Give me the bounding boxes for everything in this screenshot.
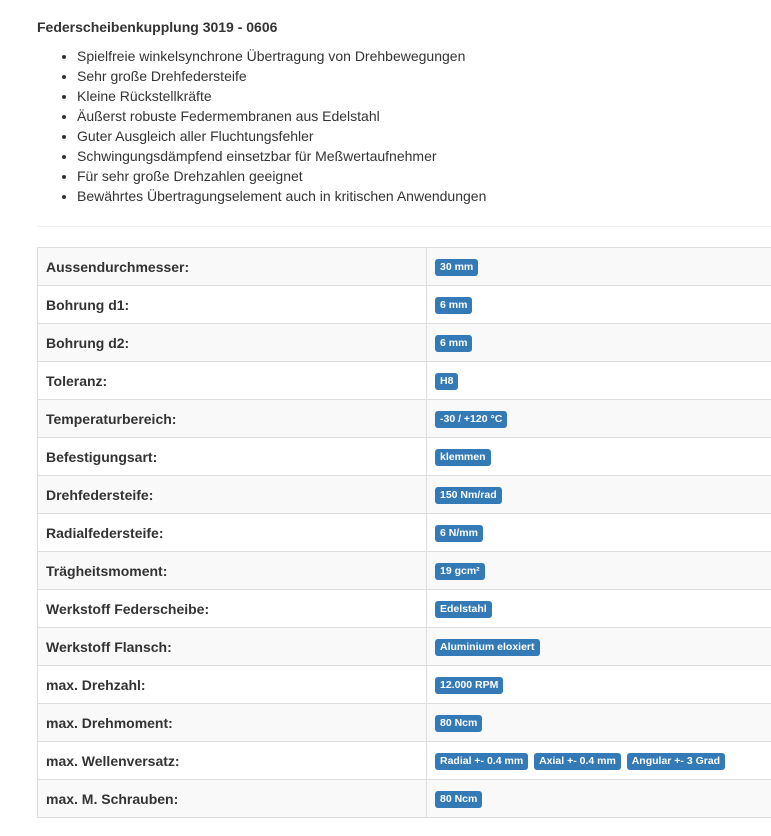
value-badge: -30 / +120 °C (435, 411, 507, 428)
spec-value (427, 628, 771, 666)
spec-key: Befestigungsart: (38, 438, 427, 476)
spec-row (38, 476, 771, 514)
divider (37, 226, 771, 227)
value-badge: Aluminium eloxiert (435, 639, 540, 656)
feature-item: • Kleine Rückstellkräfte (77, 86, 771, 106)
feature-item: • Äußerst robuste Federmembranen aus Edelstahl (77, 106, 771, 126)
value-badge: 30 mm (435, 259, 478, 276)
spec-row (38, 552, 771, 590)
spec-row (38, 324, 771, 362)
value-badge: 80 Ncm (435, 791, 482, 808)
spec-key: Radialfedersteife: (38, 514, 427, 552)
spec-value (427, 476, 771, 514)
value-badge: 6 mm (435, 335, 472, 352)
spec-row (38, 590, 771, 628)
spec-row (38, 286, 771, 324)
value-badge: Angular +- 3 Grad (627, 753, 725, 770)
spec-key: Werkstoff Federscheibe: (38, 590, 427, 628)
value-badge: 19 gcm² (435, 563, 485, 580)
spec-row (38, 704, 771, 742)
spec-row (38, 362, 771, 400)
value-badge: 150 Nm/rad (435, 487, 502, 504)
spec-key: Bohrung d2: (38, 324, 427, 362)
spec-row (38, 514, 771, 552)
spec-table (37, 247, 771, 818)
spec-value (427, 438, 771, 476)
spec-key: max. M. Schrauben: (38, 780, 427, 818)
spec-value (427, 286, 771, 324)
spec-key: Bohrung d1: (38, 286, 427, 324)
spec-key: max. Drehmoment: (38, 704, 427, 742)
spec-row (38, 438, 771, 476)
value-badge: 12.000 RPM (435, 677, 503, 694)
spec-value (427, 400, 771, 438)
spec-key: Temperaturbereich: (38, 400, 427, 438)
spec-key: max. Wellenversatz: (38, 742, 427, 780)
value-badge: H8 (435, 373, 458, 390)
value-badge: 80 Ncm (435, 715, 482, 732)
value-badge: 6 N/mm (435, 525, 483, 542)
spec-key: Werkstoff Flansch: (38, 628, 427, 666)
value-badge: Edelstahl (435, 601, 492, 618)
feature-item: • Für sehr große Drehzahlen geeignet (77, 166, 771, 186)
feature-list (37, 46, 771, 206)
value-badge: 6 mm (435, 297, 472, 314)
spec-value (427, 780, 771, 818)
spec-value (427, 362, 771, 400)
spec-value (427, 514, 771, 552)
spec-value (427, 704, 771, 742)
spec-row (38, 666, 771, 704)
spec-row (38, 248, 771, 286)
spec-row (38, 742, 771, 780)
feature-item: • Spielfreie winkelsynchrone Übertragung von Drehbewegungen (77, 46, 771, 66)
spec-key: Trägheitsmoment: (38, 552, 427, 590)
feature-item: • Bewährtes Übertragungselement auch in kritischen Anwendungen (77, 186, 771, 206)
spec-row (38, 628, 771, 666)
spec-value (427, 248, 771, 286)
value-badge: klemmen (435, 449, 491, 466)
spec-value (427, 590, 771, 628)
value-badge: Radial +- 0.4 mm (435, 753, 528, 770)
spec-value (427, 666, 771, 704)
spec-key: Drehfedersteife: (38, 476, 427, 514)
spec-value (427, 324, 771, 362)
spec-row (38, 400, 771, 438)
feature-item: • Sehr große Drehfedersteife (77, 66, 771, 86)
feature-item: • Schwingungsdämpfend einsetzbar für Meßwertaufnehmer (77, 146, 771, 166)
spec-row (38, 780, 771, 818)
feature-item: • Guter Ausgleich aller Fluchtungsfehler (77, 126, 771, 146)
spec-value (427, 552, 771, 590)
spec-key: Aussendurchmesser: (38, 248, 427, 286)
value-badge: Axial +- 0.4 mm (534, 753, 621, 770)
spec-key: max. Drehzahl: (38, 666, 427, 704)
spec-key: Toleranz: (38, 362, 427, 400)
product-title: Federscheibenkupplung 3019 - 0606 (37, 19, 278, 35)
spec-value (427, 742, 771, 780)
